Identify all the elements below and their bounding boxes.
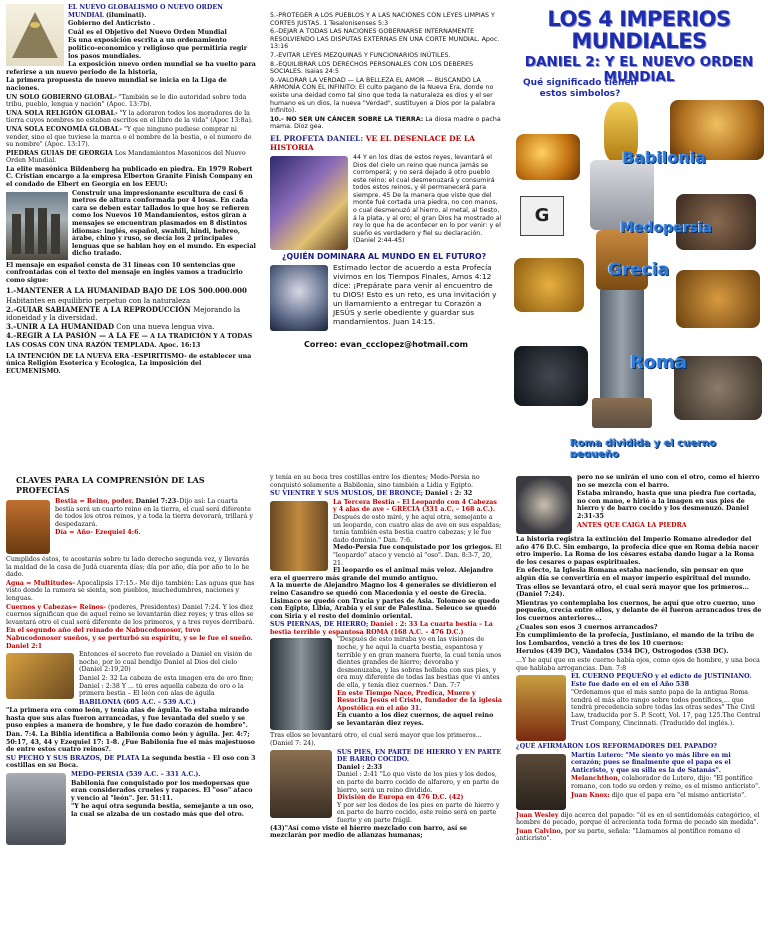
nwo-heading-note: (iluminati). — [105, 11, 147, 19]
panel-empires — [262, 470, 510, 932]
text-line: La primera propuesta de nuevo mundial se inicia en la Liga de naciones. — [6, 77, 227, 92]
section-heading: UN SOLO GOBIERNO GLOBAL- — [6, 93, 117, 101]
lion-image — [516, 134, 580, 180]
wesley: Juan Wesley — [516, 811, 559, 819]
section-text: Los Mandamientos Masonicos del Nuevo Orden Mundial. — [6, 149, 246, 165]
commandment-10-text: La diosa madre o pacha mama. Dioz gea. — [270, 115, 501, 131]
knox: Juan Knox: — [571, 791, 610, 799]
rome-text: "Después de esto miraba yo en las visiones de noche, y he aquí la cuarta bestia, espantosa y terrible y en gran manera fuerte, la cual tenía unos dientes grandes de hierro; devoraba y desmenuzaba, y las sobras hollaba con sus pies, y era muy diferente de todas las bestias que vi antes de ella, y tenía diez cuernos." Dan. 7:7 — [337, 636, 502, 690]
christ-text: En este Tiempo Nace, Predica, Muere y Resucita Jesús el Cristo, fundador de la iglesia Apostólica en el año 31. — [337, 689, 502, 712]
stone-image — [516, 476, 572, 534]
key-water: Agua = Multitudes- — [6, 579, 75, 587]
text-line: La exposición nuevo orden mundial se ha vuelto para referirse a un nuevo periodo de la historia, — [6, 61, 256, 76]
silver-heading: SU PECHO Y SUS BRAZOS, DE PLATA — [6, 754, 140, 762]
commandment-3: 3.-UNIR A LA HUMANIDAD — [6, 322, 115, 332]
commandment-2: 2.-GUIAR SABIAMENTE A LA REPRODUCCIÓN — [6, 304, 191, 314]
iron-legs-image — [270, 638, 332, 730]
reformers-heading: ¿QUÉ AFIRMARON LOS REFORMADORES DEL PAPADO? — [516, 743, 718, 751]
key-beast: Bestia = Reino, poder. — [55, 498, 134, 505]
luther-image — [516, 754, 566, 810]
prophet-text: 44 Y en los días de estos reyes, levantará el Dios del cielo un reino que nunca jamás se corromperá; y no será dejado á otro pueblo este reino; el cual desmenuzará y consumirá todos estos reinos, y él permanecerá para siempre. 45 De la manera que viste que del monte fué cortada una piedra, no con manos, o cual desmenuzó al hierro, al metal, al tiesto, á la plata, y al oro; el gran Dios ha mostrado al rey lo que ha de acontecer en lo por venir: y el sueño es verdadero y fiel su declaración. (Daniel 2:44-45) — [353, 153, 502, 245]
commandment-4-text: — A LA TRADICIÓN Y A TODAS LAS COSAS CON UNA RAZÓN TEMPLADA. Apoc. 16:13 — [6, 333, 253, 350]
before-text: La historia registra la extinción del Imperio Romano alrededor del año 476 D.C. Sin embargo, la profecía dice que en Roma debía nacer otro imperio. La Roma de los césares estaba dando lugar a la Roma de los cesares o papas espirituales. — [516, 536, 759, 566]
label-roma-dividida: Roma dividida y el cuerno pequeño — [570, 438, 717, 458]
section-text: "También se le dio autoridad sobre toda tribu, pueblo, lengua y nación" (Apoc. 13:7b). — [6, 93, 247, 109]
text-line: La elite masónica Bildenberg ha publicado en piedra. En 1979 Robert C. Cristian encargo a la empresa Elberton Granite Finish Company en el condado de Elbert en Georgia en los EEUU: — [6, 165, 253, 189]
babylon-heading: BABILONIA (605 A.C. – 539 A.C.) — [79, 698, 196, 706]
calvin: Juan Calvino, — [516, 827, 563, 835]
who-text: Estimado lector de acuerdo a esta Profecía vivimos en los Tiempos Finales, Amos 4:12 dice: ¡Prepárate para venir al encuentro de tu DIOS! Esto es un reto, es una invitación y un llamamiento a entregar tu Corazón a JESÚS y serle obediente y guardar sus mandamientos. Juan 14:15. — [333, 262, 497, 326]
bear-text: y tenía en su boca tres costillas entre los dientes; Medo-Persia no conquistó solamente a Babilonia, sino también a Lidia y Egipto. — [270, 474, 480, 489]
nebuchadnezzar-text: En el segundo año del reinado de Nabucodonosor, tuvo Nabucodonosor sueños, y se perturbó su espíritu, y se le fue el sueño. Daniel 2:1 — [6, 627, 253, 650]
leopard-image — [514, 258, 584, 312]
section-text: "Y que ninguno pudiese comprar ni vender, sino el que tuviese la marca o el nombre de la bestia, o el numero de su nombre" (Apoc. 13:17). — [6, 125, 252, 149]
calvin-text: por su parte, señala: "Llamamos al pontífice romano el anticristo". — [516, 827, 741, 843]
label-grecia: Grecia — [608, 260, 670, 280]
text-line: Es una exposición escrita a un ordenamiento político-economico y religioso que permitiría regir los pasos mundiales. — [68, 37, 248, 60]
luther-quote: Martín Lutero: "Me siento yo más libre en mi corazón; pues se finalmente que el papa es el Anticristo, y que su silla es la de Satanás". — [571, 751, 731, 774]
mp-fall-text: El "leopardo" ataco y venció al "oso". Dan. 8:3-7, 20, 21. — [333, 544, 502, 567]
stones-text: Construir una impresionante escultura de casi 6 metros de altura conformada por 4 losas. En cada cara se deben estar tallados lo que hoy se refieren como los Nuevos 10 Mandamientos, estos giran a mensajes se encuentran plasmados en 8 distintos idiomas: inglés, español, swahili, hindi, hebreo, árabe, chino y ruso, se decía los 2 principales lenguas que se hablan hoy en el mundo. En especial dicho tratado. — [72, 189, 256, 258]
panel-little-horn — [510, 470, 768, 932]
daniel-image — [270, 156, 348, 250]
key-day-text: Cumplidos éstos, te acostarás sobre tu lado derecho segunda vez, y llevarás la maldad de la casa de Judá cuarenta días; día por año, día por año te lo he dado. — [6, 556, 250, 579]
label-roma: Roma — [630, 352, 688, 373]
greece-text: Después de esto miré, y he aquí otra, semejante a un leopardo, con cuatro alas de ave en sus espaldas; tenía también esta bestia cuatro cabezas; y le fue dado dominio." Dan. 7:6. — [333, 513, 502, 544]
stone-text: Estaba mirando, hasta que una piedra fue cortada, no con mano, e hirió a la imagen en sus pies de hierro y de barro cocido y los desmenuzó. Daniel 2:31-35 — [577, 490, 757, 520]
iron-heading: SUS PIERNAS, DE HIERRO; — [270, 621, 369, 629]
commandment-10: 10.- NO SER UN CÁNCER SOBRE LA TIERRA: — [270, 115, 424, 123]
text-line: Gobierno del Anticristo . — [68, 20, 156, 28]
commandment-4: 4.-REGIR A LA PASIÓN — A LA FE — [6, 331, 140, 341]
justinian-text: En cumplimiento de la profecía, Justiniano, el mando de la tribu de los Lombardos, venció a tres de los 10 cuernos: — [516, 632, 755, 647]
commandment-8: 8.-EQUILIBRAR LOS DERECHOS PERSONALES CON LOS DEBERES SOCIALES. Isaias 24:5 — [270, 60, 474, 76]
justinian-image — [516, 675, 566, 741]
panel-commandments — [262, 0, 510, 458]
panel-keys — [0, 470, 262, 932]
feet-heading: SUS PIES, EN PARTE DE HIERRO Y EN PARTE DE BARRO COCIDO. — [337, 748, 502, 764]
feet-image — [270, 750, 332, 818]
silver-text: La segunda bestia – El oso con 3 costillas en su Boca. — [6, 754, 256, 770]
bronze-belly-image — [270, 501, 328, 571]
georgia-guidestones-image — [6, 192, 68, 260]
key-day: Día = Año- Ezequiel 4:6. — [55, 529, 141, 537]
section-heading: UNA SOLA RELIGIÓN GLOBAL- — [6, 109, 118, 117]
which-horns: ¿Cuales son esos 3 cuernos arrancados? — [516, 623, 658, 631]
greece-heading: La Tercera Bestia – El Leopardo con 4 Cabezas y 4 alas de ave – GRECIA (331 a.C. – 168 a.C.). — [333, 498, 497, 514]
iron-ref: Daniel : 2: 33 La cuarta bestia – La bestia terrible y espantosa ROMA (168 A.C. – 476 D.C.) — [270, 621, 493, 636]
horned-beast-image — [674, 356, 762, 420]
prophet-heading: EL PROFETA DANIEL: — [270, 133, 364, 143]
keys-heading: CLAVES PARA LA COMPRENSIÓN DE LAS PROFECÍAS — [16, 475, 205, 495]
medo-persia-quote: "Y he aquí otra segunda bestia, semejante a un oso, la cual se alzaba de un costado más que del otro. — [71, 803, 254, 818]
terrible-beast-image — [514, 346, 588, 406]
panel-title-cover — [510, 0, 768, 458]
gold-head-text: Daniel 2: 32 La cabeza de esta imagen era de oro fino; Daniel : 2:38 Y ... tú eres aquella cabeza de oro o la primera bestia – El león con alas de águila — [79, 674, 254, 698]
commandment-3-text: Con una nueva lengua viva. — [116, 323, 215, 332]
three-horns: Herulos (439 DC), Vándalos (534 DC), Ostrogodos (538 DC). — [516, 648, 729, 656]
beast-image — [6, 500, 50, 554]
panel-nuevo-orden — [0, 0, 262, 458]
medo-persia-heading: MEDO-PERSIA (539 A.C. – 331 A.C.). — [71, 771, 201, 779]
email-address: Correo: evan_ccclopez@hotmail.com — [303, 339, 469, 349]
section-heading: UNA SOLA ECONOMÍA GLOBAL- — [6, 125, 122, 133]
babylon-text: "La primera era como león, y tenía alas de águila. Yo estaba mirando hasta que sus alas fueron arrancadas, y fue levantada del suelo y se puso enpies a manera de hombre, y le fue dado corazón de hombre". — [6, 707, 249, 730]
label-babilonia: Babilonia — [622, 148, 707, 167]
fold-divider — [0, 458, 768, 470]
edict-text: "Ordenamos que el más santo papa de la antigua Roma tendrá el más alto rango sobre todos pontífices,... que tendrá precedencia sobre todas las otras sedes" The Civil Law, traducida por S. P. Scott, Vol. 17, pag 125.The Central Trust Company, Cincinnati. (Traducido del inglés.). — [571, 689, 761, 727]
bronze-ref: Daniel : 2: 32 — [425, 490, 473, 498]
masonic-compass-icon: G — [520, 196, 564, 236]
feet-ref: Daniel : 2:33 — [337, 763, 383, 771]
key-horns-text: (poderes, Presidentes) Daniel 7:24. Y los diez cuernos significan que de aquel reino se levantarán diez reyes; y tras ellos se levantará otro el cual será diferente de los primeros, y a tres reyes derribará. — [6, 603, 255, 626]
key-horns: Cuernos y Cabezas= Reinos- — [6, 603, 107, 611]
cover-title: LOS 4 IMPERIOS MUNDIALES — [547, 7, 731, 53]
generals-text: A la muerte de Alejandro Magno los 4 generales se dividieron el reino Casandro se quedó con Macedonia y el oeste de Grecia. Lisimaco se quedó con Tracia y partes de Asia. Tolomeo se quedo con Egipto, Libia, Arabia y el sur de Palestina. Seleuco se quedó con Siria y el resto del dominio oriental. — [270, 582, 500, 620]
commandment-7: 7.-EVITAR LEYES MEZQUINAS Y FUNCIONARIOS INÚTILES. — [270, 51, 451, 59]
message-text: El mensaje en español consta de 31 líneas con 10 sentencias que confrontadas con el texto del mensaje en inglés vamos a traducirlo como sigue: — [6, 261, 243, 284]
knox-text: dijo que el papa era "el mismo anticristo". — [611, 791, 747, 799]
eyes-text: ...Y he aquí que en este cuerno había ojos, como ojos de hombre, y una boca que hablaba arrogancias. Dan. 7:8 — [516, 656, 760, 672]
cover-subtitle: DANIEL 2: Y EL NUEVO ORDEN MUNDIAL — [524, 54, 754, 85]
alexander-text: El leopardo es el animal más veloz. Alejandro era el guerrero más grande del mundo antiguo. — [270, 567, 494, 582]
ten-horns-ref: Tras ellos se levantará otro, el cual será mayor que los primeros... (Daniel 7: 24). — [270, 732, 482, 748]
little-horn-text: Mientras yo contemplaba los cuernos, he aquí que otro cuerno, uno pequeño, crecía entre ellos, y delante de él fueron arrancados tres de los cuernos anteriores... — [516, 599, 762, 622]
silver-chest-image — [6, 773, 66, 845]
commandment-2-text: Mejorando la idoneidad y la diversidad. — [6, 305, 241, 323]
daniel-statue-image — [510, 100, 768, 458]
commandment-1-text: Habitantes en equilibrio perpetuo con la naturaleza — [6, 296, 191, 305]
melanchthon-text: colaborador de Lutero, dijo: "El pontífice romano, con todo su orden y reino, es el mismo anticristo". — [571, 775, 760, 791]
commandment-1: 1.-MANTENER A LA HUMANIDAD BAJO DE LOS 500.000.000 — [6, 286, 247, 296]
label-medopersia: Medopersia — [620, 220, 713, 236]
four-head-leopard-image — [676, 270, 760, 328]
prophet-subheading: VE EL DESENLACE DE LA HISTORIA — [270, 133, 476, 152]
revelation-text: Entonces el secreto fue revelado a Daniel en visión de noche, por lo cual bendijo Daniel al Dios del cielo (Daniel 2:19,20) — [79, 651, 253, 674]
commandment-5: 5.-PROTEGER A LOS PUEBLOS Y A LAS NACIONES CON LEYES LIMPIAS Y CORTES JUSTAS. 1 Tesalonisenses 5:3 — [270, 12, 495, 27]
feet-text: Daniel : 2:41 "Lo que viste de los pies y los dedos, en parte de barro cocido de alfarero, y en parte de hierro, será un reino dividido. — [337, 771, 500, 794]
babylon-ref: Dan. 7:4. La Biblia identifica a Babilonia como león y águila. Jer. 4:7; 50:17, 43, 44 y Ezequiel 17: 1-8. ¿Fue Babilonia fue el más majestuoso de entre estos cuatro reinos?. — [6, 731, 255, 754]
intent-heading: LA INTENCIÓN DE LA NUEVA ERA -ESPIRITISMO- — [6, 352, 187, 360]
mp-fall: Medo-Persia fue conquistado por los griegos. — [333, 544, 493, 552]
bronze-heading: SU VIENTRE Y SUS MUSLOS, DE BRONCE; — [270, 490, 424, 498]
another-king-text: Tras ellos se levantará otro, el cual será mayor que los primeros... (Daniel 7:24). — [516, 583, 749, 599]
wesley-text: dijo acerca del papado: "él es en el sentidoméás categórico, el hombre de pecado, porque él acrecienta toda forma de pecado sin medida". — [516, 811, 760, 827]
before-heading: ANTES QUE CAIGA LA PIEDRA — [577, 521, 687, 529]
key-beast-ref: Daniel 7:23 — [135, 498, 177, 505]
edict-heading: EL CUERNO PEQUEÑO y el edicto de JUSTINIANO. Este fue dado en el en el Año 538 — [571, 673, 752, 688]
verse-43: (43)"Así como viste el hierro mezclado con barro, así se mezclarán por medio de alianzas humanas; — [270, 824, 468, 840]
commandment-6: 6.-DEJAR A TODAS LAS NACIONES GOBERNARSE INTERNAMENTE RESOLVIENDO LAS DISPUTAS EXTERNAS EN UNA CORTE MUNDIAL. Apoc. 13:16 — [270, 28, 500, 51]
division-text: Y por ser los dedos de los pies en parte de hierro y en parte de barro cocido, este reino será en parte fuerte y en parte frágil. — [337, 801, 500, 824]
ten-horns-text: En cuanto a los diez cuernos, de aquel reino se levantarán diez reyes. — [337, 712, 494, 727]
clay-text: pero no se unirán el uno con el otro, como el hierro no se mezcla con el barro. — [577, 474, 760, 489]
medo-persia-text: Babilonia fue conquistado por los medopersas que eran considerados crueles y rapaces. El "oso" ataco y vencio al "león". Jer. 51:11. — [71, 779, 253, 802]
eye-pyramid-icon — [6, 4, 64, 66]
nwo-heading: EL NUEVO GLOBALISMO O NUEVO ORDEN MUNDIAL — [68, 4, 223, 19]
cover-question: Qué significado tienen estos simbolos? — [523, 78, 637, 99]
section-text: "Y la adoraron todos los moradores de la tierra cuyos nombres no estaban escritos en el libro de la vida" (Apoc 13:8a). — [6, 109, 253, 125]
effect-text: En efecto, la Iglesia Romana estaba naciendo, sin pensar en que algún día se convertiría en el mayor imperio espiritual del mundo. — [516, 567, 751, 582]
section-heading: PIEDRAS GUIAS DE GEORGIA — [6, 149, 113, 157]
key-water-text: Apocalipsis 17:15.- Me dijo también: Las aguas que has visto donde la ramera se sienta, son pueblos, muchedumbres, naciones y lenguas. — [6, 579, 255, 602]
christ-image — [270, 265, 328, 331]
who-heading: ¿QUIÉN DOMINARA AL MUNDO EN EL FUTURO? — [282, 251, 487, 261]
intent-text: de establecer una única Religión Esoterica y Ecologica, La imposición del ECUMENISMO. — [6, 352, 252, 375]
division-heading: División de Europa en 476 D.C. (42) — [337, 794, 464, 802]
key-beast-text: –Dijo así: La cuarta bestia será un cuarto reino en la tierra, el cual será diferente de todos los otros reinos, y a toda la tierra devorará, trillará y despedazará. — [55, 498, 253, 528]
dream-image — [6, 653, 74, 699]
commandment-9: 9.-VALORAR LA VERDAD — LA BELLEZA EL AMOR — BUSCANDO LA ARMONÍA CON EL INFINITO: El culto pagano de la Nueva Era, donde no existe una deidad como tal sino que toda la naturaleza es dios y el ser humano es un dios, la nueva "Verdad", sustituyen a Dios por la palabra Infinito). — [270, 76, 496, 115]
melanchthon: Melanchthon, — [571, 775, 620, 783]
text-line: Cuál es el Objetivo del Nuevo Orden Mundial — [68, 28, 227, 36]
